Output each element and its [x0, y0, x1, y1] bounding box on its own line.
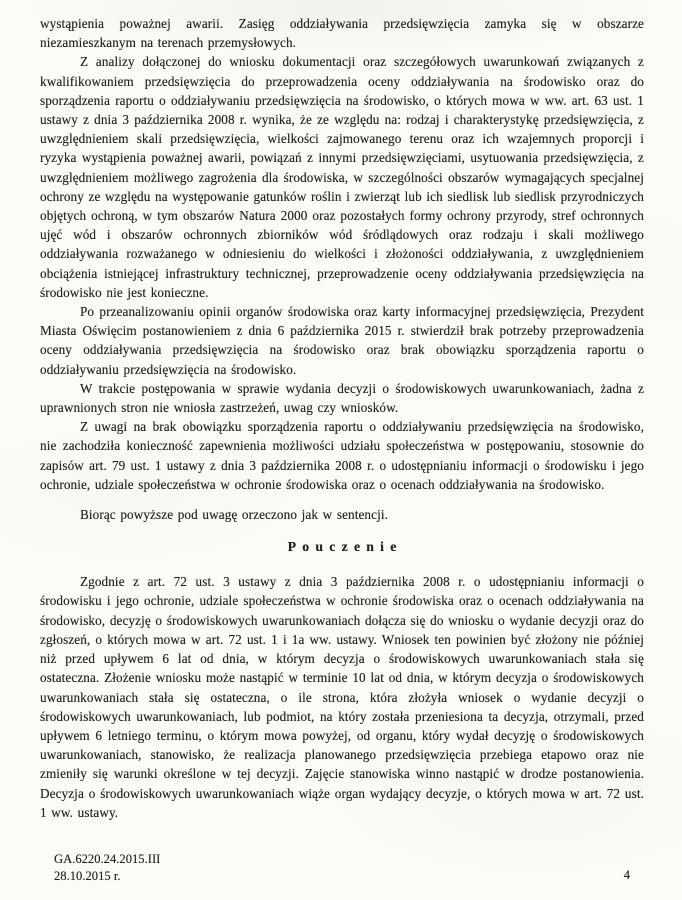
paragraph-udzial-spoleczenstwa: Z uwagi na brak obowiązku sporządzenia raportu o oddziaływaniu przedsięwzięcia na środowisko, nie zachodziła konieczność zapewnienia możliwości udziału społeczeństwa w postępowaniu, stosownie do zapisów art. 79 ust. 1 ustawy z dnia 3 października 2008 r. o udostępnianiu informacji o środowisku i jego ochronie, udziale społeczeństwa w ochronie środowiska oraz o ocenach oddziaływania na środowisko.	[40, 419, 644, 492]
section-heading-pouczenie: Pouczenie	[287, 539, 403, 555]
page-number: 4	[623, 868, 630, 882]
paragraph-zasieg-oddzialywania: wystąpienia poważnej awarii. Zasięg oddziaływania przedsięwzięcia zamyka się w obszarze niezamieszkanym na terenach przemysłowych.	[40, 16, 644, 51]
paragraph-brak-zastrzezen: W trakcie postępowania w sprawie wydania decyzji o środowiskowych uwarunkowaniach, żadna z uprawnionych stron nie wniosła zastrzeżeń, uwag czy wniosków.	[40, 380, 644, 416]
document-body	[40, 14, 644, 822]
paragraph-analiza-dokumentacji: Z analizy dołączonej do wniosku dokumentacji oraz szczegółowych uwarunkowań związanych z kwalifikowaniem przedsięwzięcia do przeprowadzenia oceny oddziaływania na środowisko oraz do sporządzenia raportu o oddziaływaniu przedsięwzięcia na środowisko, o których mowa w ww. art. 63 ust. 1 ustawy z dnia 3 października 2008 r. wynika, że ze względu na: rodzaj i charakterystykę przedsięwzięcia, z uwzględnieniem skali przedsięwzięcia, wielkości zajmowanego terenu oraz ich wzajemnych proporcji i ryzyka wystąpienia poważnej awarii, powiązań z innymi przedsięwzięciami, usytuowania przedsięwzięcia, z uwzględnieniem możliwego zagrożenia dla środowiska, w szczególności obszarów wymagających specjalnej ochrony ze względu na występowanie gatunków roślin i zwierząt lub ich siedlisk lub siedlisk przyrodniczych objętych ochroną, w tym obszarów Natura 2000 oraz pozostałych formy ochrony przyrody, stref ochronnych ujęć wód i obszarów ochronnych zbiorników wód śródlądowych oraz rodzaju i skali możliwego oddziaływania rozważanego w odniesieniu do wielkości i złożoności oddziaływania, z uwzględnieniem obciążenia istniejącej infrastruktury technicznej, przeprowadzenie oceny oddziaływania przedsięwzięcia na środowisko nie jest konieczne.	[40, 54, 644, 300]
case-reference-number: GA.6220.24.2015.III	[54, 852, 161, 866]
closing-statement: Biorąc powyższe pod uwagę orzeczono jak w sentencji.	[80, 507, 389, 523]
paragraph-opinia-organow: Po przeanalizowaniu opinii organów środowiska oraz karty informacyjnej przedsięwzięcia, Prezydent Miasta Oświęcim postanowieniem z dnia 6 października 2015 r. stwierdził brak potrzeby przeprowadzenia oceny oddziaływania przedsięwzięcia na środowisko oraz brak obowiązku sporządzenia raportu o oddziaływaniu przedsięwzięcia na środowisko.	[40, 304, 644, 377]
document-date: 28.10.2015 r.	[54, 868, 121, 883]
document-footer	[54, 851, 160, 884]
paragraph-pouczenie-tresc: Zgodnie z art. 72 ust. 3 ustawy z dnia 3 października 2008 r. o udostępnianiu informacji o środowisku i jego ochronie, udziale społeczeństwa w ochronie środowiska oraz o ocenach oddziaływania na środowisko, decyzję o środowiskowych uwarunkowaniach dołącza się do wniosku o wydanie decyzji oraz do zgłoszeń, o których mowa w art. 72 ust. 1 i 1a ww. ustawy. Wniosek ten powinien być złożony nie później niż przed upływem 6 lat od dnia, w którym decyzja o środowiskowych uwarunkowaniach stała się ostateczna. Złożenie wniosku może nastąpić w terminie 10 lat od dnia, w którym decyzja o środowiskowych uwarunkowaniach stała się ostateczna, o ile strona, która złożyła wniosek o wydanie decyzji o środowiskowych uwarunkowaniach, lub podmiot, na który została przeniesiona ta decyzja, otrzymali, przed upływem 6 letniego terminu, o którym mowa powyżej, od organu, który wydał decyzję o środowiskowych uwarunkowaniach, stanowisko, że realizacja planowanego przedsięwzięcia przebiega etapowo oraz nie zmieniły się warunki określone w tej decyzji. Zajęcie stanowiska winno nastąpić w drodze postanowienia. Decyzja o środowiskowych uwarunkowaniach wiąże organ wydający decyzje, o których mowa w art. 72 ust. 1 ww. ustawy.	[40, 574, 644, 820]
